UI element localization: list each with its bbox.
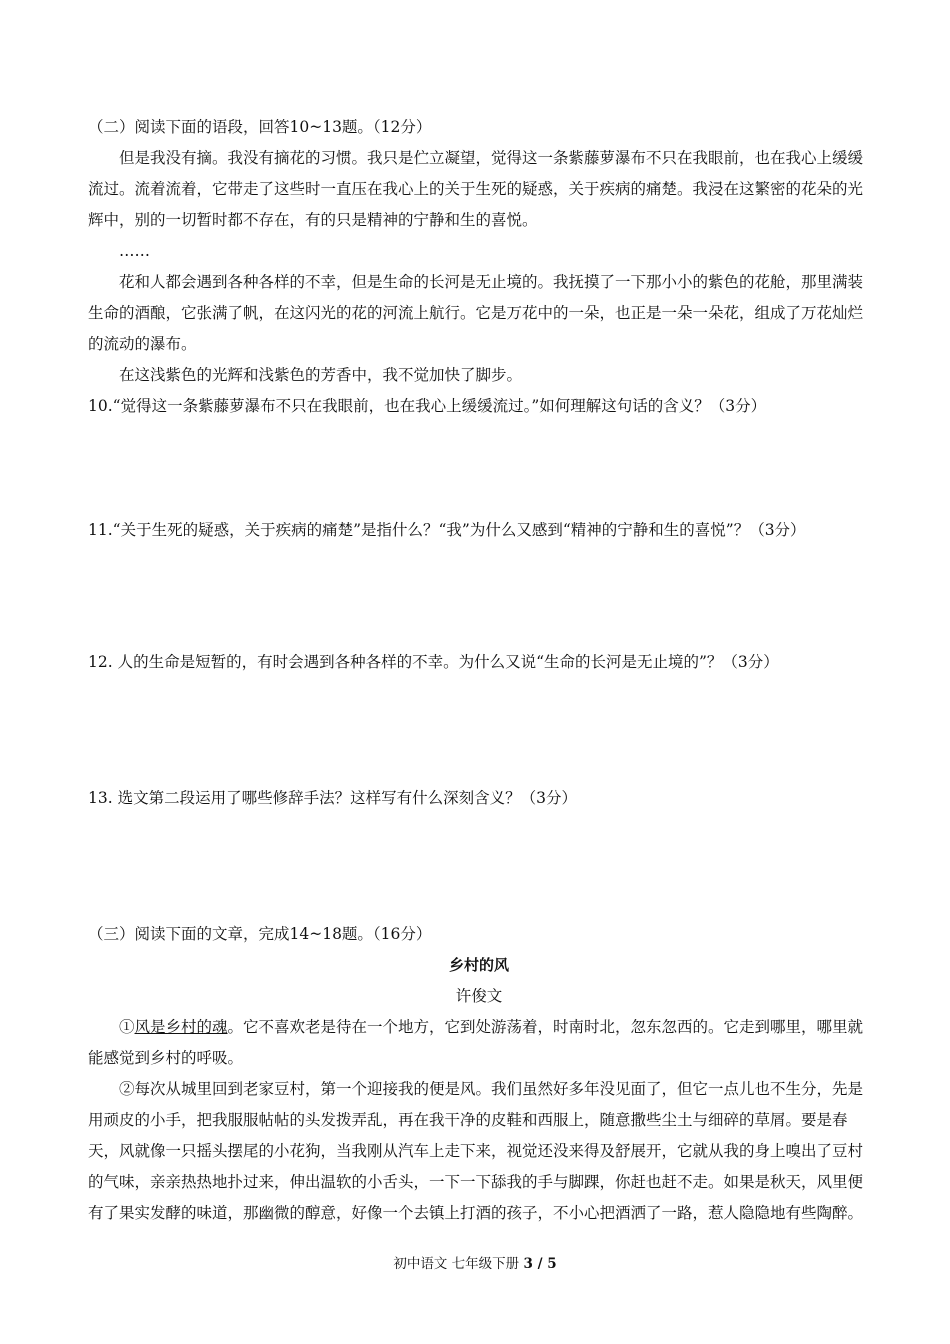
underlined-sentence: 风是乡村的魂 — [134, 1018, 228, 1036]
answer-space-13[interactable] — [88, 814, 870, 919]
article-paragraph-2: ②每次从城里回到老家豆村，第一个迎接我的便是风。我们虽然好多年没见面了，但它一点儿也不生分，先是用顽皮的小手，把我服服帖帖的头发拨弄乱，再在我干净的皮鞋和西服上，随意撒些尘土与细碎的草屑。要是春天，风就像一只摇头摆尾的小花狗，当我刚从汽车上走下来，视觉还没来得及舒展开，它就从我的身上嗅出了豆村的气味，亲亲热热地扑过来，伸出温软的小舌头，一下一下舔我的手与脚踝，你赶也赶不走。如果是秋天，风里便有了果实发酵的味道，那幽微的醇意，好像一个去镇上打酒的孩子，不小心把酒洒了一路，惹人隐隐地有些陶醉。 — [88, 1080, 864, 1222]
question-10: 10.“觉得这一条紫藤萝瀑布不只在我眼前，也在我心上缓缓流过。”如何理解这句话的含义？（3分） — [88, 397, 767, 415]
answer-space-12[interactable] — [88, 678, 870, 783]
section-2-paragraph-3: 在这浅紫色的光辉和浅紫色的芳香中，我不觉加快了脚步。 — [119, 366, 523, 384]
question-13: 13. 选文第二段运用了哪些修辞手法？这样写有什么深刻含义？（3分） — [88, 789, 577, 807]
section-2-heading: （二）阅读下面的语段，回答10~13题。（12分） — [88, 118, 432, 136]
document-body — [88, 112, 870, 1229]
question-12: 12. 人的生命是短暂的，有时会遇到各种各样的不幸。为什么又说“生命的长河是无止境的”？（3分） — [88, 653, 779, 671]
paragraph-1-text: 。它不喜欢老是待在一个地方，它到处游荡着，时南时北，忽东忽西的。它走到哪里，哪里就能感觉到乡村的呼吸。 — [88, 1018, 864, 1067]
page-number: 3 / 5 — [523, 1256, 557, 1272]
footer-label: 初中语文 七年级下册 — [393, 1256, 524, 1272]
answer-space-10[interactable] — [88, 422, 870, 515]
section-2-ellipsis: …… — [119, 242, 150, 260]
article-paragraph-1 — [88, 1012, 870, 1074]
section-3-heading: （三）阅读下面的文章，完成14~18题。（16分） — [88, 925, 432, 943]
answer-space-11[interactable] — [88, 546, 870, 647]
paragraph-marker: ① — [119, 1018, 135, 1036]
section-2-paragraph-2: 花和人都会遇到各种各样的不幸，但是生命的长河是无止境的。我抚摸了一下那小小的紫色的花舱，那里满装生命的酒酿，它张满了帆，在这闪光的花的河流上航行。它是万花中的一朵，也正是一朵一朵花，组成了万花灿烂的流动的瀑布。 — [88, 273, 864, 353]
article-author: 许俊文 — [455, 987, 503, 1005]
question-11: 11.“关于生死的疑惑，关于疾病的痛楚”是指什么？“我”为什么又感到“精神的宁静和生的喜悦”？（3分） — [88, 521, 806, 539]
section-2-paragraph-1: 但是我没有摘。我没有摘花的习惯。我只是伫立凝望，觉得这一条紫藤萝瀑布不只在我眼前，也在我心上缓缓流过。流着流着，它带走了这些时一直压在我心上的关于生死的疑惑，关于疾病的痛楚。我浸在这繁密的花朵的光辉中，别的一切暂时都不存在，有的只是精神的宁静和生的喜悦。 — [88, 149, 864, 229]
article-title: 乡村的风 — [448, 956, 509, 974]
page-footer — [0, 1252, 950, 1272]
